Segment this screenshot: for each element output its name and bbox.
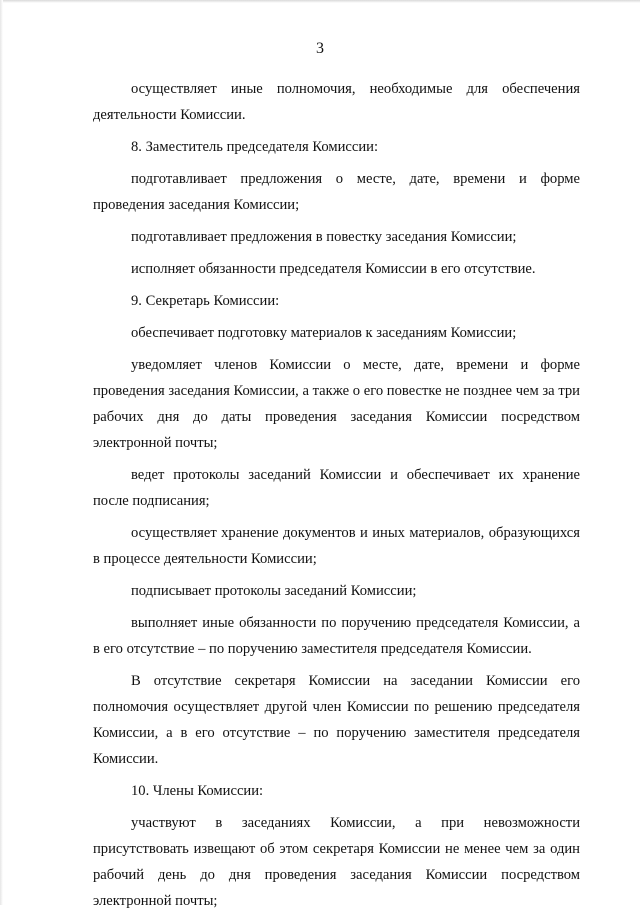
paragraph-deputy-proposals-meeting: подготавливает предложения о месте, дате, времени и форме проведения заседания Комиссии; <box>93 171 580 213</box>
paragraph-members-participate: участвуют в заседаниях Комиссии, а при невозможности присутствовать извещают об этом секретаря Комиссии не менее чем за один рабочий день до дня проведения заседания Комиссии посредством электронной почты; <box>93 815 580 909</box>
paragraph-secretary-storage: осуществляет хранение документов и иных материалов, образующихся в процессе деятельности Комиссии; <box>93 525 580 567</box>
paragraph-deputy-acts-for-chair: исполняет обязанности председателя Комиссии в его отсутствие. <box>131 261 536 277</box>
paragraph-other-powers: осуществляет иные полномочия, необходимые для обеспечения деятельности Комиссии. <box>93 81 580 123</box>
scan-edge-left <box>0 0 3 905</box>
paragraph-secretary-signs: подписывает протоколы заседаний Комиссии; <box>131 583 417 599</box>
paragraph-members-heading: 10. Члены Комиссии: <box>131 783 264 799</box>
paragraph-deputy-chair-heading: 8. Заместитель председателя Комиссии: <box>131 139 379 155</box>
paragraph-secretary-absence: В отсутствие секретаря Комиссии на заседании Комиссии его полномочия осуществляет другой член Комиссии по решению председателя Комиссии, а в его отсутствие – по поручению заместителя председателя Комиссии. <box>93 673 580 767</box>
paragraph-secretary-minutes: ведет протоколы заседаний Комиссии и обеспечивает их хранение после подписания; <box>93 467 580 509</box>
scan-edge-top <box>0 0 640 3</box>
paragraph-deputy-proposals-agenda: подготавливает предложения в повестку заседания Комиссии; <box>131 229 517 245</box>
paragraph-secretary-heading: 9. Секретарь Комиссии: <box>131 293 280 309</box>
document-body <box>93 76 580 920</box>
page-number: 3 <box>316 40 324 57</box>
paragraph-secretary-other-duties: выполняет иные обязанности по поручению председателя Комиссии, а в его отсутствие – по поручению заместителя председателя Комиссии. <box>93 615 580 657</box>
paragraph-secretary-notifies: уведомляет членов Комиссии о месте, дате, времени и форме проведения заседания Комиссии, а также о его повестке не позднее чем за три рабочих дня до даты проведения заседания Комиссии посредством электронной почты; <box>93 357 580 451</box>
paragraph-secretary-materials: обеспечивает подготовку материалов к заседаниям Комиссии; <box>131 325 517 341</box>
